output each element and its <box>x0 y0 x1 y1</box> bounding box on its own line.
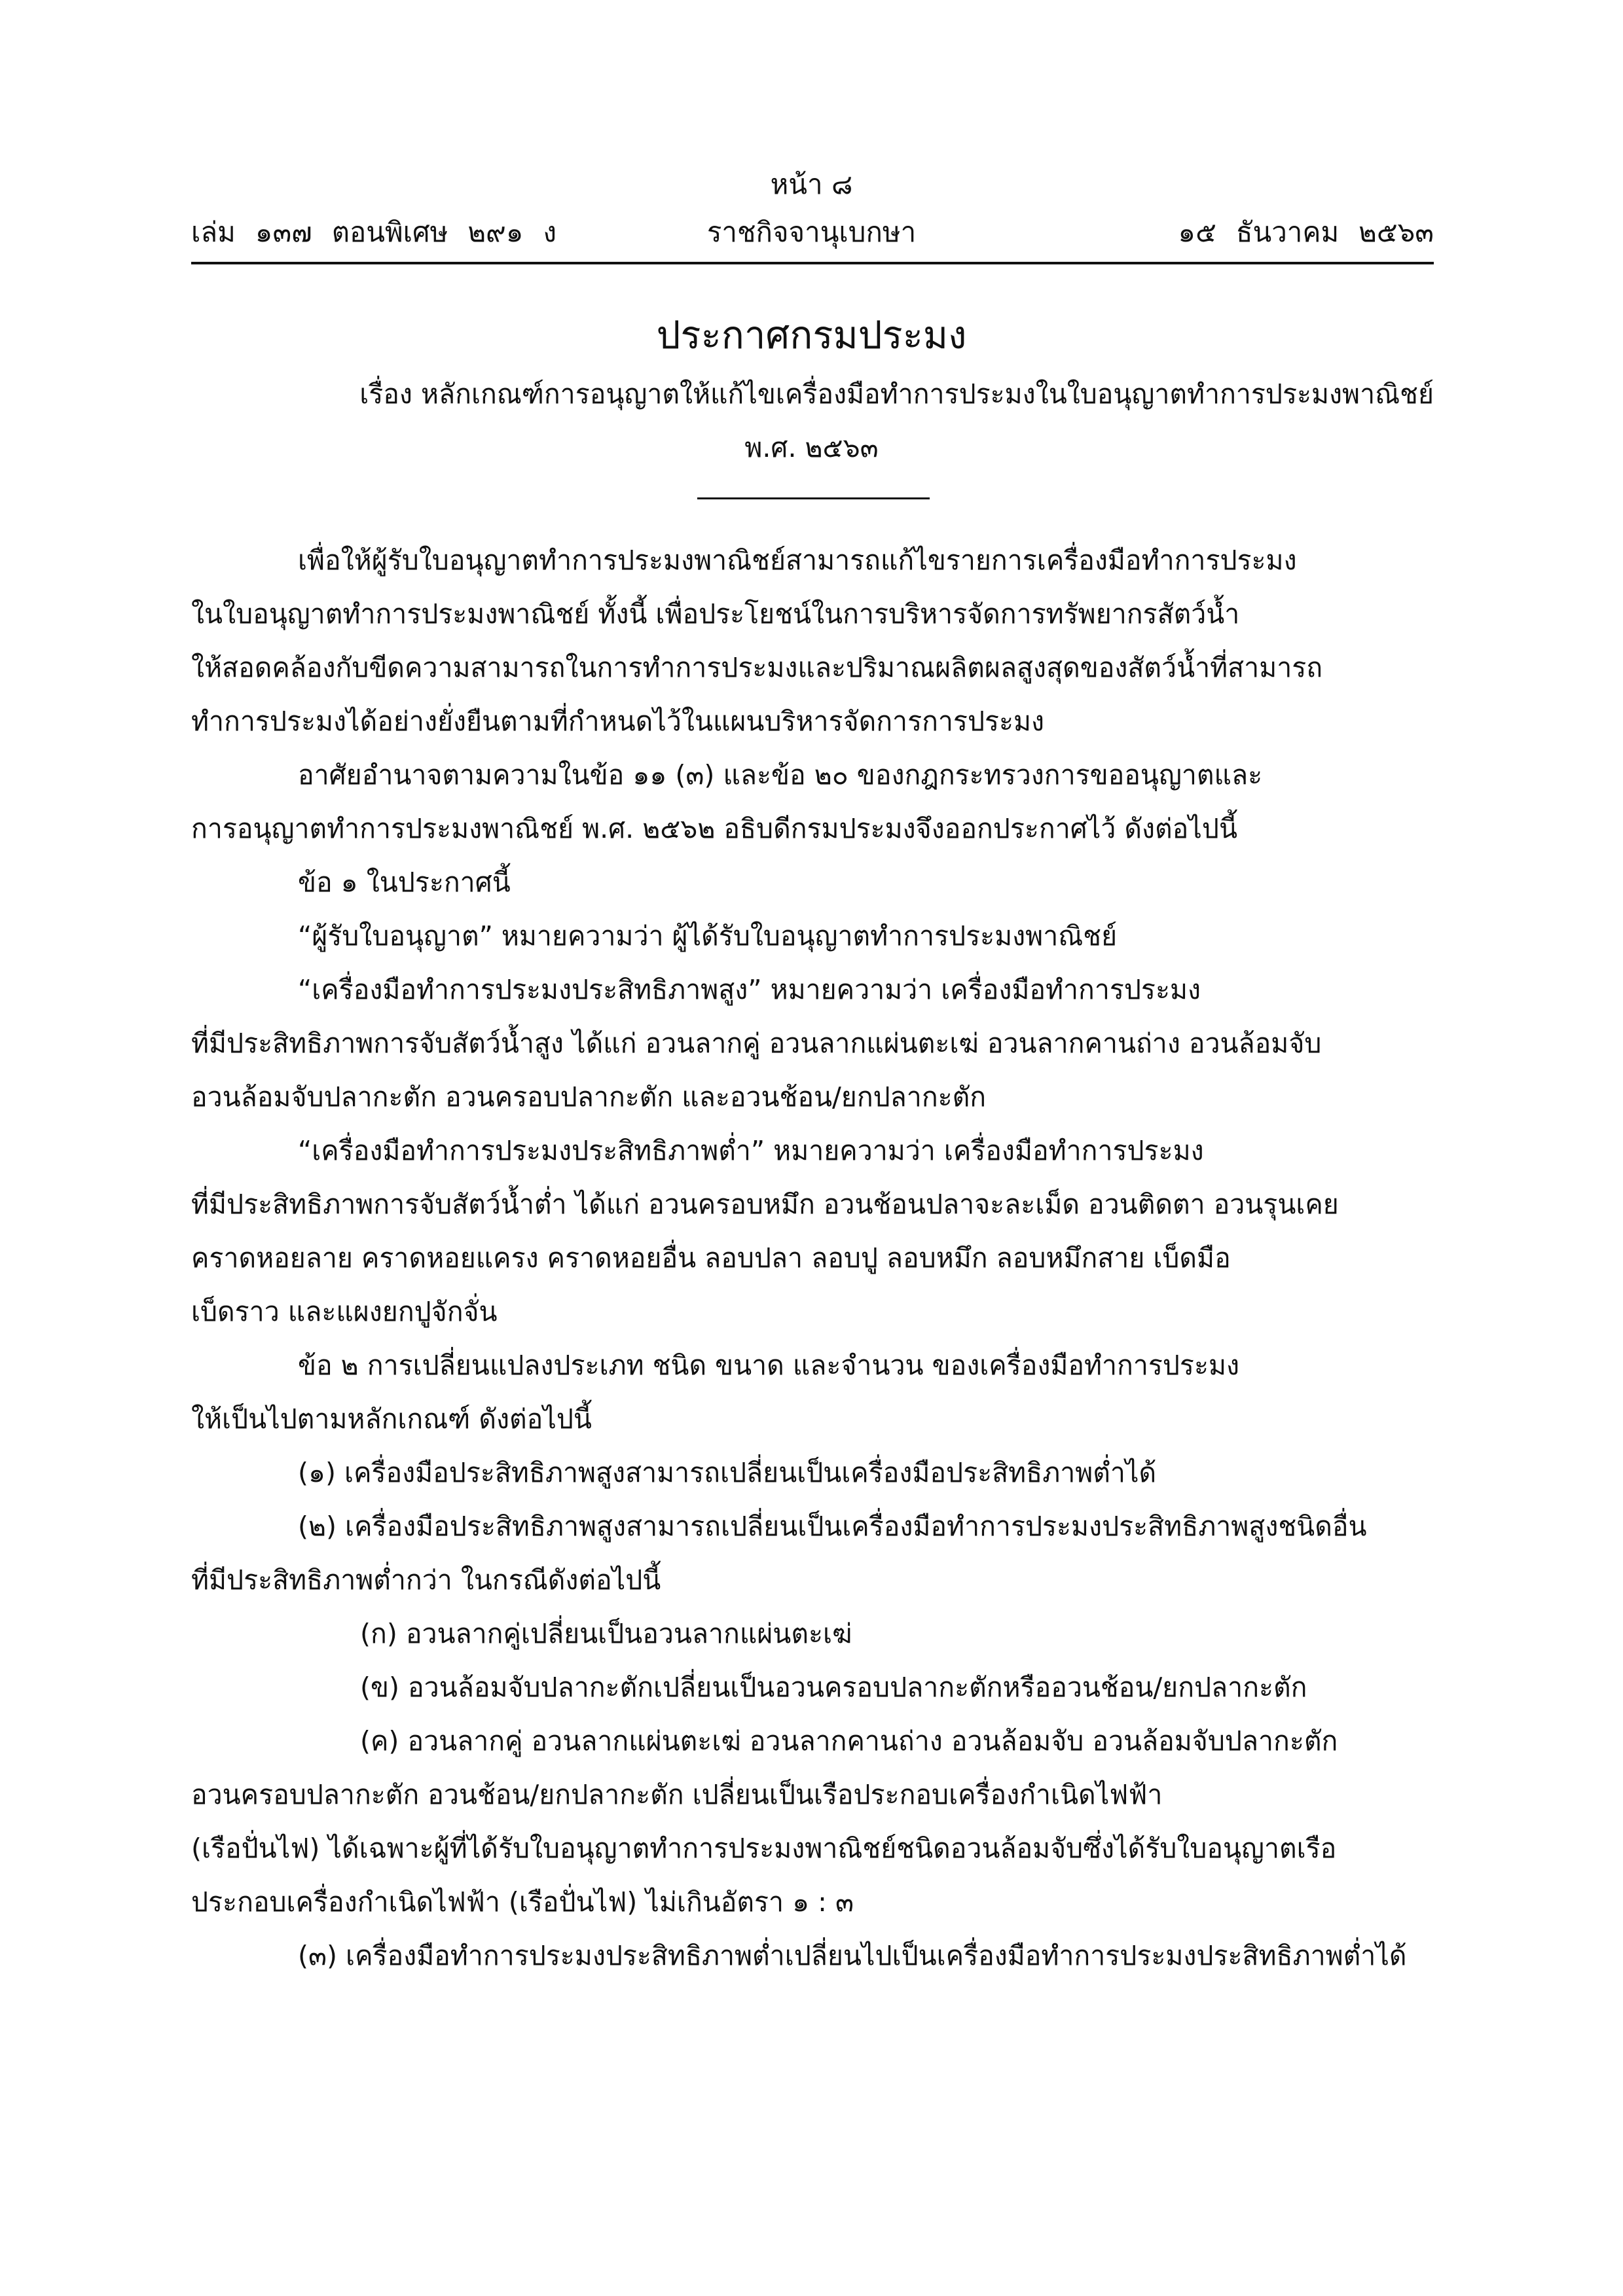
header-date <box>1178 213 1434 252</box>
body-line: อวนล้อมจับปลากะตัก อวนครอบปลากะตัก และอวนช้อน/ยกปลากะตัก <box>191 1081 987 1113</box>
volume-label: เล่ม <box>191 216 236 248</box>
body-line: ในใบอนุญาตทำการประมงพาณิชย์ ทั้งนี้ เพื่อประโยชน์ในการบริหารจัดการทรัพยากรสัตว์น้ำ <box>191 598 1240 630</box>
date-year: ๒๕๖๓ <box>1359 216 1434 248</box>
body-line: การอนุญาตทำการประมงพาณิชย์ พ.ศ. ๒๕๖๒ อธิบดีกรมประมงจึงออกประกาศไว้ ดังต่อไปนี้ <box>191 813 1237 844</box>
body-line: อวนครอบปลากะตัก อวนช้อน/ยกปลากะตัก เปลี่ยนเป็นเรือประกอบเครื่องกำเนิดไฟฟ้า <box>191 1779 1163 1810</box>
item-line: (ข) อวนล้อมจับปลากะตักเปลี่ยนเป็นอวนครอบปลากะตักหรืออวนช้อน/ยกปลากะตัก <box>360 1672 1307 1703</box>
body-line: ที่มีประสิทธิภาพการจับสัตว์น้ำสูง ได้แก่ อวนลากคู่ อวนลากแผ่นตะเฆ่ อวนลากคานถ่าง อวนล้อมจับ <box>191 1028 1322 1059</box>
clause-heading: ข้อ ๑ ในประกาศนี้ <box>298 867 511 898</box>
header-rule <box>191 262 1434 264</box>
clause-heading: ข้อ ๒ การเปลี่ยนแปลงประเภท ชนิด ขนาด และจำนวน ของเครื่องมือทำการประมง <box>298 1350 1240 1381</box>
body-line: (เรือปั่นไฟ) ได้เฉพาะผู้ที่ได้รับใบอนุญาตทำการประมงพาณิชย์ชนิดอวนล้อมจับซึ่งได้รับใบอนุญาตเรือ <box>191 1833 1337 1864</box>
body-line: คราดหอยลาย คราดหอยแครง คราดหอยอื่น ลอบปลา ลอบปู ลอบหมึก ลอบหมึกสาย เบ็ดมือ <box>191 1242 1231 1274</box>
date-day: ๑๕ <box>1178 216 1216 248</box>
volume-number: ๑๓๗ <box>255 216 312 248</box>
section-number: ๒๙๑ <box>467 216 524 248</box>
body-line: ทำการประมงได้อย่างยั่งยืนตามที่กำหนดไว้ในแผนบริหารจัดการการประมง <box>191 706 1045 737</box>
body-line: ที่มีประสิทธิภาพต่ำกว่า ในกรณีดังต่อไปนี้ <box>191 1564 661 1596</box>
subclause-line: (๓) เครื่องมือทำการประมงประสิทธิภาพต่ำเปลี่ยนไปเป็นเครื่องมือทำการประมงประสิทธิภาพต่ำได้ <box>298 1940 1407 1971</box>
body-line: ที่มีประสิทธิภาพการจับสัตว์น้ำต่ำ ได้แก่ อวนครอบหมึก อวนช้อนปลาจะละเม็ด อวนติดตา อวนรุนเคย <box>191 1189 1339 1220</box>
definition-line: “ผู้รับใบอนุญาต” หมายความว่า ผู้ได้รับใบอนุญาตทำการประมงพาณิชย์ <box>298 920 1118 952</box>
page-number: หน้า ๘ <box>770 168 853 200</box>
subclause-line: (๑) เครื่องมือประสิทธิภาพสูงสามารถเปลี่ยนเป็นเครื่องมือประสิทธิภาพต่ำได้ <box>298 1457 1157 1488</box>
announcement-subject: เรื่อง หลักเกณฑ์การอนุญาตให้แก้ไขเครื่องมือทำการประมงในใบอนุญาตทำการประมงพาณิชย์ <box>359 378 1434 410</box>
body-line: เบ็ดราว และแผงยกปูจักจั่น <box>191 1296 498 1327</box>
title-divider <box>697 497 930 499</box>
announcement-title: ประกาศกรมประมง <box>656 313 967 357</box>
definition-line: “เครื่องมือทำการประมงประสิทธิภาพต่ำ” หมายความว่า เครื่องมือทำการประมง <box>298 1135 1204 1166</box>
announcement-year: พ.ศ. ๒๕๖๓ <box>744 432 879 463</box>
section-letter: ง <box>543 216 556 248</box>
announcement-body <box>191 533 1434 1982</box>
body-line: เพื่อให้ผู้รับใบอนุญาตทำการประมงพาณิชย์สามารถแก้ไขรายการเครื่องมือทำการประมง <box>298 545 1297 576</box>
body-line: อาศัยอำนาจตามความในข้อ ๑๑ (๓) และข้อ ๒๐ ของกฎกระทรวงการขออนุญาตและ <box>298 759 1263 791</box>
definition-line: “เครื่องมือทำการประมงประสิทธิภาพสูง” หมายความว่า เครื่องมือทำการประมง <box>298 974 1201 1005</box>
date-month: ธันวาคม <box>1235 216 1340 248</box>
body-line: ให้สอดคล้องกับขีดความสามารถในการทำการประมงและปริมาณผลิตผลสูงสุดของสัตว์น้ำที่สามารถ <box>191 652 1323 683</box>
subclause-line: (๒) เครื่องมือประสิทธิภาพสูงสามารถเปลี่ยนเป็นเครื่องมือทำการประมงประสิทธิภาพสูงชนิดอื่น <box>298 1511 1367 1542</box>
header-gazette-name: ราชกิจจานุเบกษา <box>706 216 917 248</box>
body-line: ประกอบเครื่องกำเนิดไฟฟ้า (เรือปั่นไฟ) ไม่เกินอัตรา ๑ : ๓ <box>191 1886 854 1918</box>
item-line: (ก) อวนลากคู่เปลี่ยนเป็นอวนลากแผ่นตะเฆ่ <box>360 1618 852 1649</box>
body-line: ให้เป็นไปตามหลักเกณฑ์ ดังต่อไปนี้ <box>191 1403 592 1435</box>
item-line: (ค) อวนลากคู่ อวนลากแผ่นตะเฆ่ อวนลากคานถ่าง อวนล้อมจับ อวนล้อมจับปลากะตัก <box>360 1725 1338 1757</box>
section-label: ตอนพิเศษ <box>331 216 448 248</box>
